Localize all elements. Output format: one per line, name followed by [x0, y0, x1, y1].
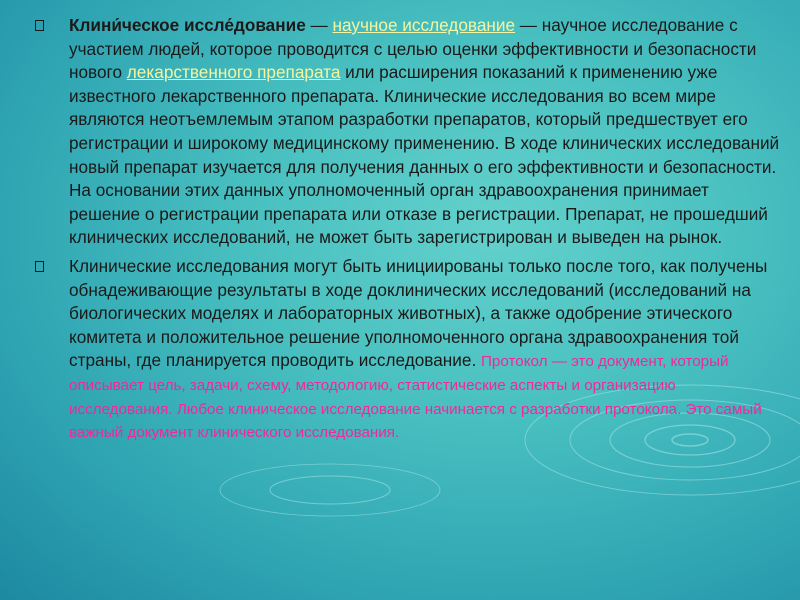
link-medicinal-product[interactable]: лекарственного препарата [126, 62, 341, 83]
bullet-marker-icon [35, 261, 44, 272]
bullet-marker-icon [35, 20, 44, 31]
bullet-item [35, 255, 780, 444]
text-segment: Клинические исследования могут быть инициированы только после того, как получены обнадеживающие результаты в ходе доклинических исследований (исследований на биологических моделях и лабораторных животных), а также одобрение этического комитета и положительное решение уполномоченного органа здравоохранения той страны, где планируется проводить исследование. [69, 255, 768, 371]
term-clinical-trial: Клини́ческое иссле́дование [69, 15, 306, 35]
slide-text-list [35, 14, 780, 444]
text-segment: — научное исследование с участием людей, которое проводится с целью оценки эффективности и безопасности нового [69, 15, 757, 83]
text-segment: или расширения показаний к применению уже известного лекарственного препарата. Клинические исследования во всем мире являются неотъемлемым этапом разработки препаратов, который предшествует его регистрации и широкому медицинскому применению. В ходе клинических исследований новый препарат изучается для получения данных о его эффективности и безопасности. На основании этих данных уполномоченный орган здравоохранения принимает решение о регистрации препарата или отказе в регистрации. Препарат, не прошедший клинических исследований, не может быть зарегистрирован и выведен на рынок. [69, 62, 780, 248]
text-segment: — [305, 15, 333, 35]
protocol-definition-text: Протокол — это документ, который описывает цель, задачи, схему, методологию, статистические аспекты и организацию исследования. Любое клиническое исследование начинается с разработки протокола. Это самый важный документ клинического исследования. [69, 353, 762, 442]
link-scientific-research[interactable]: научное исследование [332, 15, 516, 35]
bullet-item [35, 14, 780, 250]
